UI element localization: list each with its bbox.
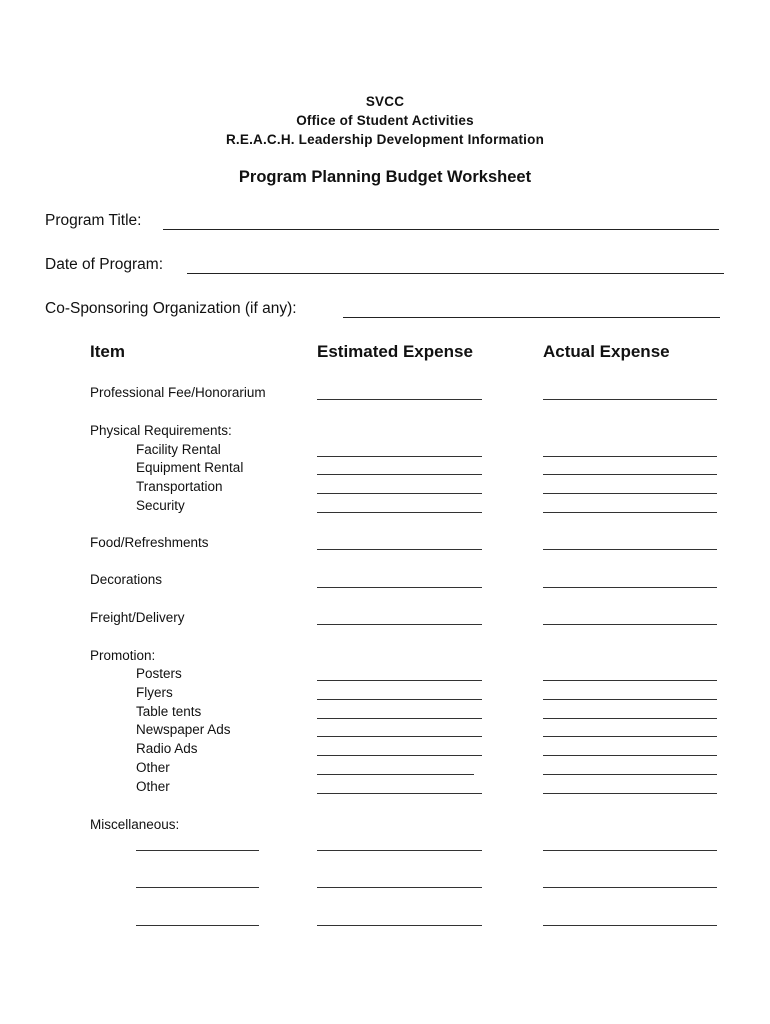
estimated-blank[interactable] [317,474,482,475]
estimated-blank[interactable] [317,736,482,737]
estimated-blank[interactable] [317,925,482,926]
item-radio-ads: Radio Ads [136,741,198,756]
actual-blank[interactable] [543,587,717,588]
item-professional-fee: Professional Fee/Honorarium [90,385,266,400]
co-sponsor-label: Co-Sponsoring Organization (if any): [45,300,297,317]
item-table-tents: Table tents [136,704,202,719]
actual-blank[interactable] [543,456,717,457]
item-facility-rental: Facility Rental [136,442,221,457]
estimated-blank[interactable] [317,850,482,851]
actual-blank[interactable] [543,774,717,775]
estimated-blank[interactable] [317,624,482,625]
actual-blank[interactable] [543,925,717,926]
header-org: SVCC [365,94,405,109]
item-physical-requirements: Physical Requirements: [90,423,232,438]
actual-blank[interactable] [543,493,717,494]
column-item: Item [90,342,125,361]
actual-blank[interactable] [543,793,717,794]
estimated-blank[interactable] [317,456,482,457]
estimated-blank[interactable] [317,493,482,494]
item-miscellaneous: Miscellaneous: [90,817,180,832]
date-of-program-line[interactable] [187,273,724,274]
actual-blank[interactable] [543,474,717,475]
item-freight-delivery: Freight/Delivery [90,610,185,625]
actual-blank[interactable] [543,699,717,700]
item-equipment-rental: Equipment Rental [136,460,244,475]
actual-blank[interactable] [543,736,717,737]
column-actual: Actual Expense [543,342,670,361]
program-title-label: Program Title: [45,212,142,229]
estimated-blank[interactable] [317,718,482,719]
date-of-program-label: Date of Program: [45,256,164,273]
estimated-blank[interactable] [317,887,482,888]
estimated-blank[interactable] [317,587,482,588]
misc-item-blank[interactable] [136,887,259,888]
estimated-blank[interactable] [317,699,482,700]
document-title: Program Planning Budget Worksheet [238,168,532,186]
item-security: Security [136,498,185,513]
estimated-blank[interactable] [317,793,482,794]
actual-blank[interactable] [543,549,717,550]
item-promotion: Promotion: [90,648,156,663]
actual-blank[interactable] [543,887,717,888]
estimated-blank[interactable] [317,512,482,513]
estimated-blank[interactable] [317,755,482,756]
item-newspaper-ads: Newspaper Ads [136,722,231,737]
estimated-blank[interactable] [317,774,474,775]
estimated-blank[interactable] [317,680,482,681]
actual-blank[interactable] [543,680,717,681]
item-other: Other [136,760,170,775]
item-transportation: Transportation [136,479,223,494]
item-flyers: Flyers [136,685,173,700]
program-title-line[interactable] [163,229,719,230]
item-decorations: Decorations [90,572,163,587]
actual-blank[interactable] [543,850,717,851]
actual-blank[interactable] [543,399,717,400]
header-office: Office of Student Activities [296,113,474,128]
header-program: R.E.A.C.H. Leadership Development Information [225,132,545,147]
item-food-refreshments: Food/Refreshments [90,535,209,550]
actual-blank[interactable] [543,624,717,625]
estimated-blank[interactable] [317,399,482,400]
actual-blank[interactable] [543,755,717,756]
misc-item-blank[interactable] [136,850,259,851]
estimated-blank[interactable] [317,549,482,550]
co-sponsor-line[interactable] [343,317,720,318]
item-other: Other [136,779,170,794]
actual-blank[interactable] [543,512,717,513]
item-posters: Posters [136,666,182,681]
column-estimated: Estimated Expense [317,342,473,361]
misc-item-blank[interactable] [136,925,259,926]
actual-blank[interactable] [543,718,717,719]
